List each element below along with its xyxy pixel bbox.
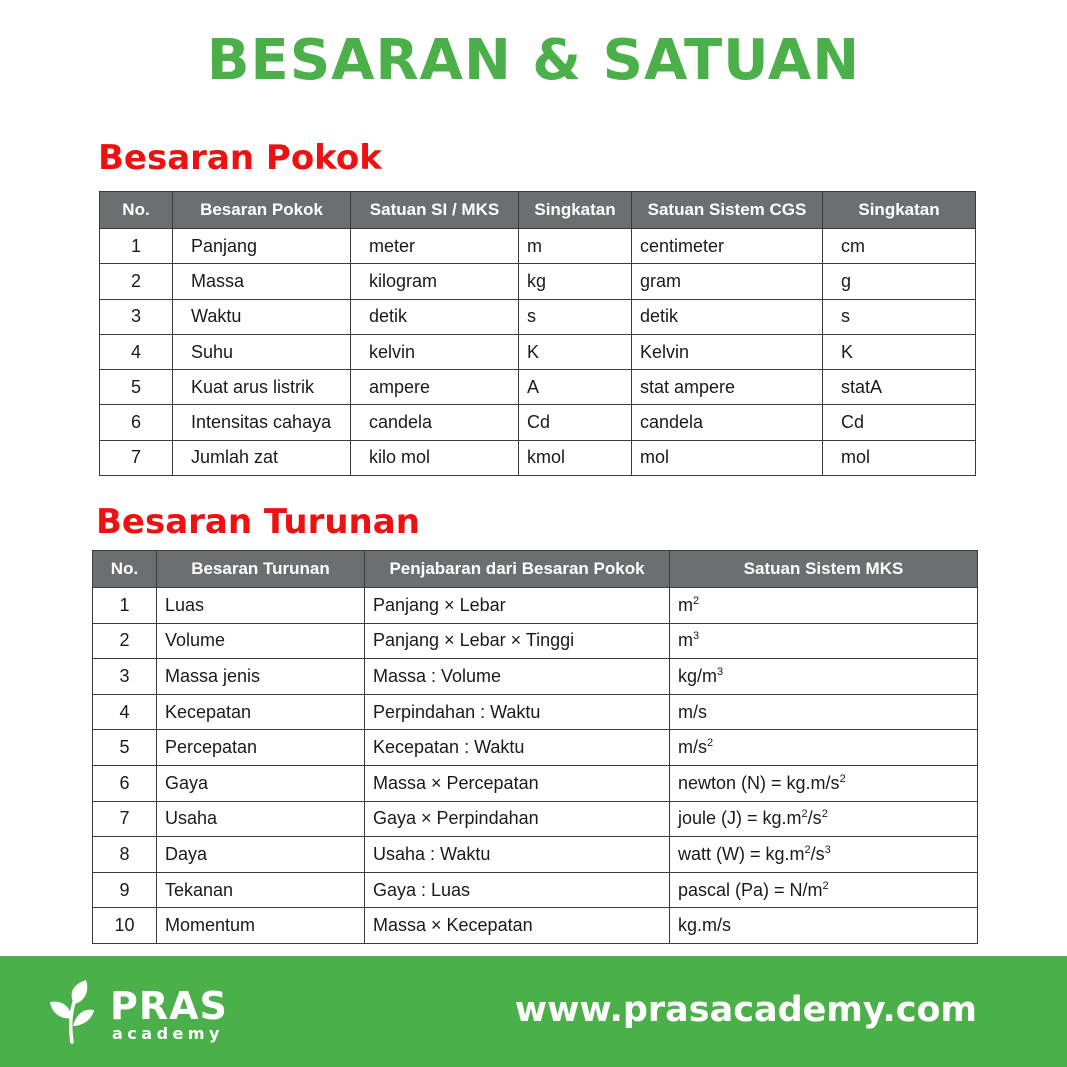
table-cell: Cd	[823, 405, 976, 440]
leaf-icon	[48, 980, 98, 1044]
table-cell: Cd	[519, 405, 632, 440]
table-cell: Kelvin	[632, 334, 823, 369]
unit-exponent: 2	[839, 772, 846, 785]
unit-exponent: 2	[804, 843, 811, 856]
table-cell: stat ampere	[632, 370, 823, 405]
table-cell: A	[519, 370, 632, 405]
table-cell: cm	[823, 229, 976, 264]
table-cell: kelvin	[351, 334, 519, 369]
table-row	[100, 370, 976, 405]
table-cell: Panjang	[173, 229, 351, 264]
section-title-besaran-turunan: Besaran Turunan	[96, 502, 420, 542]
table-cell: ampere	[351, 370, 519, 405]
table-cell: Panjang × Lebar	[365, 588, 670, 624]
unit-cell	[670, 837, 978, 873]
table-row	[93, 623, 978, 659]
unit-exponent: 2	[822, 879, 829, 892]
row-number: 4	[93, 694, 157, 730]
unit-text: m	[678, 594, 693, 615]
row-number: 6	[100, 405, 173, 440]
table-cell: Kecepatan : Waktu	[365, 730, 670, 766]
table-row	[100, 299, 976, 334]
table-row	[93, 765, 978, 801]
table-cell: Usaha : Waktu	[365, 837, 670, 873]
table-row	[93, 659, 978, 695]
column-header: Satuan Sistem CGS	[632, 192, 823, 229]
unit-text: m	[678, 630, 693, 651]
table-cell: kilo mol	[351, 440, 519, 475]
row-number: 2	[100, 264, 173, 299]
table-cell: Perpindahan : Waktu	[365, 694, 670, 730]
table-row	[93, 908, 978, 944]
column-header: Satuan Sistem MKS	[670, 551, 978, 588]
table-row	[93, 694, 978, 730]
unit-exponent: 3	[824, 843, 831, 856]
section-title-besaran-pokok: Besaran Pokok	[98, 138, 382, 178]
table-cell: detik	[351, 299, 519, 334]
table-cell: kmol	[519, 440, 632, 475]
unit-cell	[670, 801, 978, 837]
table-cell: mol	[823, 440, 976, 475]
unit-text: newton (N) = kg.m/s	[678, 772, 840, 793]
unit-cell	[670, 623, 978, 659]
table-row	[100, 440, 976, 475]
table-cell: Massa × Kecepatan	[365, 908, 670, 944]
row-number: 6	[93, 765, 157, 801]
unit-text: m/s	[678, 701, 707, 722]
table-cell: centimeter	[632, 229, 823, 264]
table-cell: Tekanan	[157, 872, 365, 908]
table-cell: s	[519, 299, 632, 334]
table-cell: Panjang × Lebar × Tinggi	[365, 623, 670, 659]
table-cell: meter	[351, 229, 519, 264]
unit-cell	[670, 694, 978, 730]
table-cell: Suhu	[173, 334, 351, 369]
unit-exponent: 2	[707, 737, 714, 750]
column-header: Besaran Turunan	[157, 551, 365, 588]
table-cell: Daya	[157, 837, 365, 873]
table-cell: detik	[632, 299, 823, 334]
unit-text: kg.m/s	[678, 915, 732, 936]
table-row	[93, 872, 978, 908]
table-besaran-pokok	[99, 191, 976, 476]
column-header: Penjabaran dari Besaran Pokok	[365, 551, 670, 588]
table-cell: s	[823, 299, 976, 334]
table-cell: Percepatan	[157, 730, 365, 766]
table-row	[93, 730, 978, 766]
table-cell: candela	[351, 405, 519, 440]
row-number: 3	[93, 659, 157, 695]
table-row	[93, 801, 978, 837]
table-header-row	[100, 192, 976, 229]
table-cell: kilogram	[351, 264, 519, 299]
footer-banner	[0, 956, 1067, 1067]
table-cell: Massa × Percepatan	[365, 765, 670, 801]
unit-text: kg/m	[678, 665, 718, 686]
unit-cell	[670, 730, 978, 766]
table-row	[100, 334, 976, 369]
brand-subtitle: academy	[112, 1024, 224, 1043]
unit-text: watt (W) = kg.m	[678, 843, 805, 864]
unit-cell	[670, 659, 978, 695]
table-row	[100, 229, 976, 264]
unit-exponent: 3	[693, 630, 700, 643]
table-cell: Waktu	[173, 299, 351, 334]
table-row	[100, 405, 976, 440]
unit-exponent: 2	[801, 808, 808, 821]
row-number: 8	[93, 837, 157, 873]
table-cell: Kuat arus listrik	[173, 370, 351, 405]
table-cell: Massa	[173, 264, 351, 299]
table-header-row	[93, 551, 978, 588]
table-cell: Massa jenis	[157, 659, 365, 695]
table-row	[93, 837, 978, 873]
table-cell: Kecepatan	[157, 694, 365, 730]
column-header: Singkatan	[823, 192, 976, 229]
table-cell: Gaya	[157, 765, 365, 801]
unit-text: /s	[807, 808, 822, 829]
row-number: 7	[93, 801, 157, 837]
page-title: BESARAN & SATUAN	[206, 28, 861, 93]
column-header: No.	[100, 192, 173, 229]
column-header: No.	[93, 551, 157, 588]
table-cell: Gaya × Perpindahan	[365, 801, 670, 837]
unit-text: pascal (Pa) = N/m	[678, 879, 823, 900]
table-row	[100, 264, 976, 299]
unit-cell	[670, 908, 978, 944]
unit-text: joule (J) = kg.m	[678, 808, 802, 829]
website-link[interactable]: www.prasacademy.com	[514, 990, 977, 1030]
table-cell: Usaha	[157, 801, 365, 837]
row-number: 7	[100, 440, 173, 475]
unit-text: m/s	[678, 737, 707, 758]
table-cell: Luas	[157, 588, 365, 624]
table-cell: Volume	[157, 623, 365, 659]
table-cell: g	[823, 264, 976, 299]
table-cell: K	[823, 334, 976, 369]
table-cell: Gaya : Luas	[365, 872, 670, 908]
row-number: 10	[93, 908, 157, 944]
table-cell: Jumlah zat	[173, 440, 351, 475]
table-cell: mol	[632, 440, 823, 475]
row-number: 1	[93, 588, 157, 624]
row-number: 1	[100, 229, 173, 264]
table-row	[93, 588, 978, 624]
table-cell: Massa : Volume	[365, 659, 670, 695]
unit-exponent: 3	[717, 665, 724, 678]
brand-name: PRAS	[110, 984, 228, 1028]
row-number: 4	[100, 334, 173, 369]
unit-cell	[670, 872, 978, 908]
table-besaran-turunan	[92, 550, 978, 944]
row-number: 3	[100, 299, 173, 334]
unit-cell	[670, 765, 978, 801]
column-header: Singkatan	[519, 192, 632, 229]
column-header: Satuan SI / MKS	[351, 192, 519, 229]
unit-cell	[670, 588, 978, 624]
table-cell: gram	[632, 264, 823, 299]
table-cell: Intensitas cahaya	[173, 405, 351, 440]
row-number: 5	[100, 370, 173, 405]
table-cell: statA	[823, 370, 976, 405]
row-number: 5	[93, 730, 157, 766]
column-header: Besaran Pokok	[173, 192, 351, 229]
row-number: 9	[93, 872, 157, 908]
table-cell: K	[519, 334, 632, 369]
table-cell: Momentum	[157, 908, 365, 944]
table-cell: kg	[519, 264, 632, 299]
row-number: 2	[93, 623, 157, 659]
table-cell: m	[519, 229, 632, 264]
unit-text: /s	[810, 843, 825, 864]
unit-exponent: 2	[821, 808, 828, 821]
unit-exponent: 2	[693, 594, 700, 607]
table-cell: candela	[632, 405, 823, 440]
